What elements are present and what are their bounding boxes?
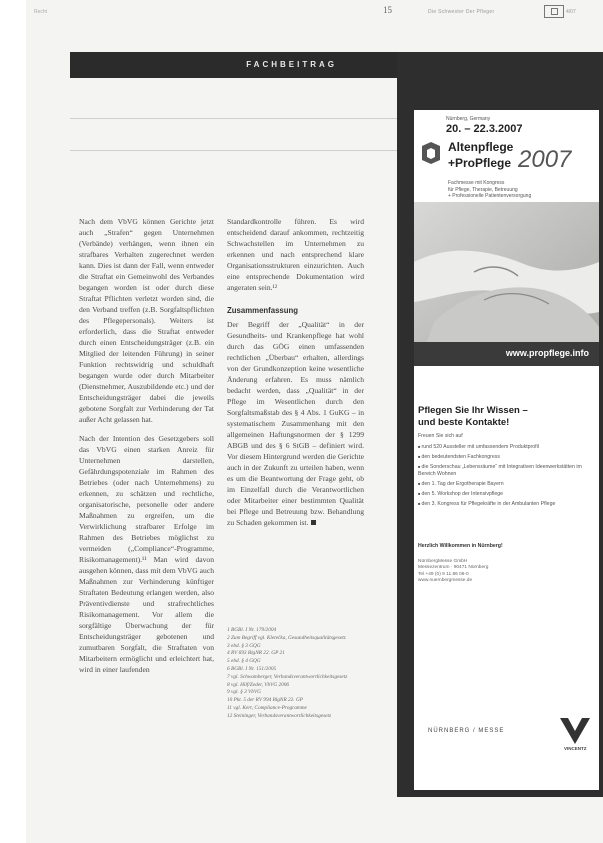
journal-logo-icon [544,5,564,18]
footnote: 9 vgl. § 3 VbVG [227,689,261,696]
footnotes [227,627,367,721]
paragraph: Nach der Intention des Gesetzgebers soll das VbVG einen starken Anreiz für Unternehmen darstellen, Gefährdungspotenziale im Rahmen des Betriebes (oder nach Unternehmens) zu erkennen, zu schätzen und rechtliche, organisatorische, personelle oder andere Maßnahmen zu ergreifen, um die Verwirklichung strafbarer Erfolge im Rahmen des Betriebes möglichst zu vermeiden („Compliance“-Programme, Risikomanagement).¹¹ Man wird davon ausgehen können, dass mit dem VbVG auch Maßnahmen zur Verhinderung künftiger Straftaten Bedeutung erlangen werden, also Präventivdienste und strafrechtliches Risikomanagement. Vor allem die sorgfältige Überwachung der für Entscheidungsträger gebotenen und zumutbaren Sorgfalt, die Straftaten von Mitarbeitern ermöglicht und erleichtert hat, wird in einer laufenden [79,434,214,674]
footnote: 4 RV 693 BlgNR 22. GP 21 [227,650,285,657]
ad-bullet-list [418,443,598,510]
article-column-1 [79,216,214,683]
ad-date: 20. – 22.3.2007 [446,123,523,135]
page-header [26,0,603,22]
ad-contact [418,559,488,584]
footnote: 7 vgl. Schwamberger, Verbandsverantwortlichkeitsgesetz [227,673,348,680]
fair-emblem-icon [420,142,442,164]
paragraph-text: Der Begriff der „Qualität“ in der Gesundheits- und Krankenpflege hat wohl durch das GÖG einen umfassenden rechtlichen „Überbau“ erhalten, allerdings von der Grundkonzeption keine wesentliche Änderung erfahren. Es muss nämlich bedacht werden, dass „Qualität“ in der Pflege im Wesentlichen durch den Sorgfaltsmaßstab des § 4 Abs. 1 GuKG – in systematischem Zusammenhang mit den allgemeinen Haftungsnormen der § 1299 ABGB und des § 6 StGB – definiert wird. Vor diesem Hintergrund werden die Gerichte auch in der Zukunft zu urteilen haben, wenn es um die Beantwortung der Frage geht, ob im Einzelfall durch die Verantwortlichen oder Mitarbeiter einer bestimmten Qualität bei Pflege und Betreuung bzw. Behandlung zu Schaden gekommen ist. [227,320,364,527]
ad-contact-line: NürnbergMesse GmbH [418,559,468,564]
footnote: 10 Pkt. 5 der RV 994 BlgNR 22. GP [227,697,304,704]
ad-heading-line: und beste Kontakte! [418,417,510,428]
paragraph: Standardkontrolle führen. Es wird entscheidend darauf ankommen, rechtzeitig Schwachstellen im Unternehmen zu erkennen und nach entsprechend klare Organisationsstrukturen einzurichten. Auch eine entsprechende Dokumentation wird angeraten sein.¹² [227,217,364,292]
paragraph [227,319,364,528]
ad-subtitle [448,180,531,200]
page-number: 15 [383,5,392,15]
ad-bullet: ■ den 1. Tag der Ergotherapie Bayern [418,480,598,488]
hands-photo [414,202,599,350]
section-label: FACHBEITRAG [246,60,337,69]
end-mark-icon [311,520,316,525]
footnote: 3 ebd. § 3 GQG [227,642,261,649]
ad-title-line2: +ProPflege [448,156,512,170]
header-right-text: 4/07 [566,9,576,15]
ad-contact-line: Tel +49 (0) 9 11.86 06-0 [418,571,469,577]
vincentz-logo-text: VINCENTZ [564,746,587,751]
ad-year: 2007 [518,146,572,173]
ad-bullet: ■ die Sonderschau „Lebensräume“ mit Integrativen Ideenwerkstätten im Bereich Wohnen [418,463,598,478]
footnote: 6 BGBl. I Nr. 151/2005 [227,665,277,672]
ad-url-bar [414,342,599,366]
nuernbergmesse-logo: NÜRNBERG / MESSE [428,728,505,734]
article-column-2 [227,216,364,536]
paragraph: Nach dem VbVG können Gerichte jetzt auch „Strafen“ gegen Unternehmen (Verbände) verhängen, wenn ihnen ein strafbares Verhalten zugerechnet werden kann. Dies ist dann der Fall, wenn entweder die Straftat ein Gemeinwohl des Verbandes begangen worden ist oder durch diese Straftat Pflichten verletzt worden sind, die den Verband treffen (z.B. Sorgfaltspflichten des Pflegepersonals). Weiters ist erforderlich, dass die Straftat entweder durch einen Entscheidungsträger (z.B. ein Mitglied der leitenden Führung) in seiner Funktion rechtswidrig und schuldhaft begangen wurde oder durch Mitarbeiter (Dienstnehmer, Auszubildende etc.) und der Entscheidungsträger dabei die jeweils gebotene Sorgfalt zur Verhinderung der Tat außer Acht gelassen hat. [79,217,214,424]
ad-contact-line: Messezentrum · 90471 Nürnberg [418,565,489,571]
journal-title: Die Schwester Der Pfleger [428,9,495,15]
ad-url: www.propflege.info [505,348,589,358]
ad-bullet: ■ den 5. Workshop der Intensivpflege [418,490,598,498]
divider [70,150,397,151]
ad-bullet: ■ den 3. Kongress für Pflegekräfte in der Ambulanten Pflege [418,500,598,508]
ad-bullet: ■ den bedeutendsten Fachkongress [418,453,598,461]
divider [70,118,397,119]
footnote: 8 vgl. Hilf/Zeder, VbVG 2006 [227,681,290,688]
footnote: 1 BGBl. I Nr. 179/2004 [227,627,277,633]
ad-intro: Freuen Sie sich auf [418,433,463,439]
ad-heading-line: Pflegen Sie Ihr Wissen – [418,405,528,416]
ad-contact-line: www.nuernbergmesse.de [418,577,473,583]
advertisement [414,110,599,790]
footnote: 12 Steininger, Verbandsverantwortlichkeitsgesetz [227,712,332,719]
ad-subtitle-line: + Professionelle Patientenversorgung [448,193,532,199]
header-left-text: Recht [34,9,48,15]
footnote: 2 Zum Begriff vgl. Kletečka, Gesundheitsqualitätsgesetz [227,634,346,641]
ad-subtitle-line: Fachmesse mit Kongress [448,180,505,186]
ad-bullet: ■ rund 520 Aussteller mit umfassendem Produktprofil [418,443,598,451]
section-band [70,52,397,78]
ad-subtitle-line: für Pflege, Therapie, Betreuung [448,186,518,193]
footnote: 11 vgl. Kert, Compliance-Programme [227,704,307,711]
footnote: 5 ebd. § 4 GQG [227,658,261,665]
vincentz-logo-icon [560,718,590,744]
ad-heading [418,405,528,429]
ad-title-line1: Altenpflege [448,140,514,154]
ad-welcome: Herzlich Willkommen in Nürnberg! [418,543,503,549]
section-heading: Zusammenfassung [227,306,299,315]
ad-location: Nürnberg, Germany [446,116,491,122]
